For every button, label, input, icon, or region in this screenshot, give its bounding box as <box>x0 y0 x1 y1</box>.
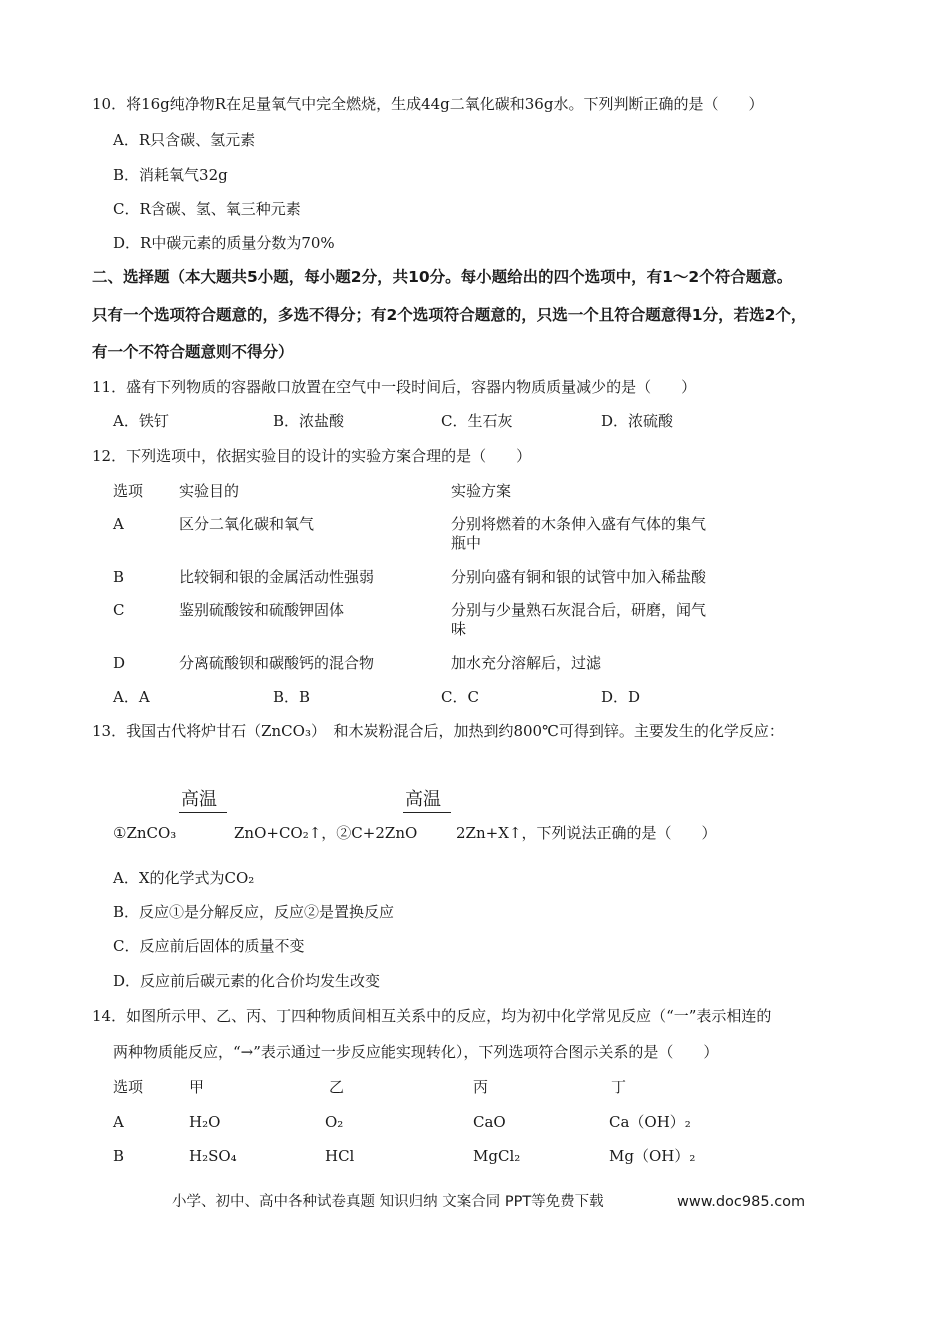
q13-stem: 13．我国古代将炉甘石（ZnCO₃） 和木炭粉混合后，加热到约800℃可得到锌。主要发生的化学反应： <box>92 722 784 740</box>
q13-option-c: C．反应前后固体的质量不变 <box>113 937 305 955</box>
q13-condition-1: 高温 <box>179 789 227 813</box>
q12-header-plan: 实验方案 <box>451 482 512 500</box>
q12-option-a: A．A <box>113 688 150 706</box>
q13-equation-part-1: ①ZnCO₃ <box>113 824 177 842</box>
q14-row-b-ding: Mg（OH）₂ <box>609 1147 696 1165</box>
q12-row-b-plan: 分别向盛有铜和银的试管中加入稀盐酸 <box>451 568 707 586</box>
q12-row-a-goal: 区分二氧化碳和氧气 <box>179 515 315 533</box>
q12-row-a-plan-cont: 瓶中 <box>451 534 482 552</box>
q13-equation-part-2: ZnO+CO₂↑，②C+2ZnO <box>234 824 418 842</box>
q14-row-a-bing: CaO <box>473 1113 506 1131</box>
q10-option-c: C．R含碳、氢、氧三种元素 <box>113 200 301 218</box>
q12-stem: 12．下列选项中，依据实验目的设计的实验方案合理的是（ ） <box>92 447 532 465</box>
q11-option-c: C．生石灰 <box>441 412 513 430</box>
section2-line-3: 有一个不符合题意则不得分） <box>92 343 294 361</box>
q13-option-d: D．反应前后碳元素的化合价均发生改变 <box>113 972 381 990</box>
q11-stem: 11．盛有下列物质的容器敞口放置在空气中一段时间后，容器内物质质量减少的是（ ） <box>92 378 697 396</box>
q11-option-d: D．浓硫酸 <box>601 412 674 430</box>
footer-text: 小学、初中、高中各种试卷真题 知识归纳 文案合同 PPT等免费下载 <box>172 1194 604 1210</box>
section2-line-2: 只有一个选项符合题意的，多选不得分；有2个选项符合题意的，只选一个且符合题意得1分，若选2个， <box>92 306 807 324</box>
q13-condition-2: 高温 <box>403 789 451 813</box>
q14-row-b-yi: HCl <box>325 1147 355 1165</box>
q11-option-b: B．浓盐酸 <box>273 412 345 430</box>
q12-header-goal: 实验目的 <box>179 482 240 500</box>
q14-row-a-ding: Ca（OH）₂ <box>609 1113 691 1131</box>
q12-row-b-goal: 比较铜和银的金属活动性强弱 <box>179 568 375 586</box>
q12-header-option: 选项 <box>113 482 144 500</box>
q12-row-d-plan: 加水充分溶解后，过滤 <box>451 654 602 672</box>
q14-header-bing: 丙 <box>473 1078 489 1096</box>
section2-line-1: 二、选择题（本大题共5小题，每小题2分，共10分。每小题给出的四个选项中，有1～2个符合题意。 <box>92 268 793 286</box>
q14-stem-line-2: 两种物质能反应，“→”表示通过一步反应能实现转化），下列选项符合图示关系的是（ ） <box>113 1043 719 1061</box>
q12-option-c: C．C <box>441 688 479 706</box>
q14-row-b-bing: MgCl₂ <box>473 1147 521 1165</box>
q14-row-a-yi: O₂ <box>325 1113 344 1131</box>
q12-option-b: B．B <box>273 688 311 706</box>
q10-option-b: B．消耗氧气32g <box>113 166 228 184</box>
q14-header-yi: 乙 <box>329 1078 345 1096</box>
q13-equation-part-3: 2Zn+X↑，下列说法正确的是（ ） <box>456 824 717 842</box>
q10-option-d: D．R中碳元素的质量分数为70% <box>113 234 335 252</box>
q12-row-c-option: C <box>113 601 125 619</box>
q12-row-c-plan-cont: 味 <box>451 620 467 638</box>
q12-row-d-option: D <box>113 654 126 672</box>
q14-row-b-jia: H₂SO₄ <box>189 1147 237 1165</box>
q14-header-ding: 丁 <box>611 1078 627 1096</box>
footer-url[interactable]: www.doc985.com <box>677 1194 806 1210</box>
q12-row-c-goal: 鉴别硫酸铵和硫酸钾固体 <box>179 601 345 619</box>
q11-option-a: A．铁钉 <box>113 412 169 430</box>
q14-stem-line-1: 14．如图所示甲、乙、丙、丁四种物质间相互关系中的反应，均为初中化学常见反应（“一”表示相连的 <box>92 1007 772 1025</box>
q12-row-a-option: A <box>113 515 124 533</box>
q12-row-d-goal: 分离硫酸钡和碳酸钙的混合物 <box>179 654 375 672</box>
q13-option-a: A．X的化学式为CO₂ <box>113 869 255 887</box>
q14-row-a-jia: H₂O <box>189 1113 221 1131</box>
q12-row-c-plan: 分别与少量熟石灰混合后，研磨，闻气 <box>451 601 707 619</box>
q14-header-jia: 甲 <box>189 1078 205 1096</box>
q12-row-b-option: B <box>113 568 125 586</box>
q14-header-option: 选项 <box>113 1078 144 1096</box>
q10-option-a: A．R只含碳、氢元素 <box>113 131 256 149</box>
q12-option-d: D．D <box>601 688 641 706</box>
q13-option-b: B．反应①是分解反应，反应②是置换反应 <box>113 903 395 921</box>
q12-row-a-plan: 分别将燃着的木条伸入盛有气体的集气 <box>451 515 707 533</box>
q14-row-a-option: A <box>113 1113 124 1131</box>
q10-stem: 10．将16g纯净物R在足量氧气中完全燃烧，生成44g二氧化碳和36g水。下列判断正确的是（ ） <box>92 95 764 113</box>
q14-row-b-option: B <box>113 1147 125 1165</box>
